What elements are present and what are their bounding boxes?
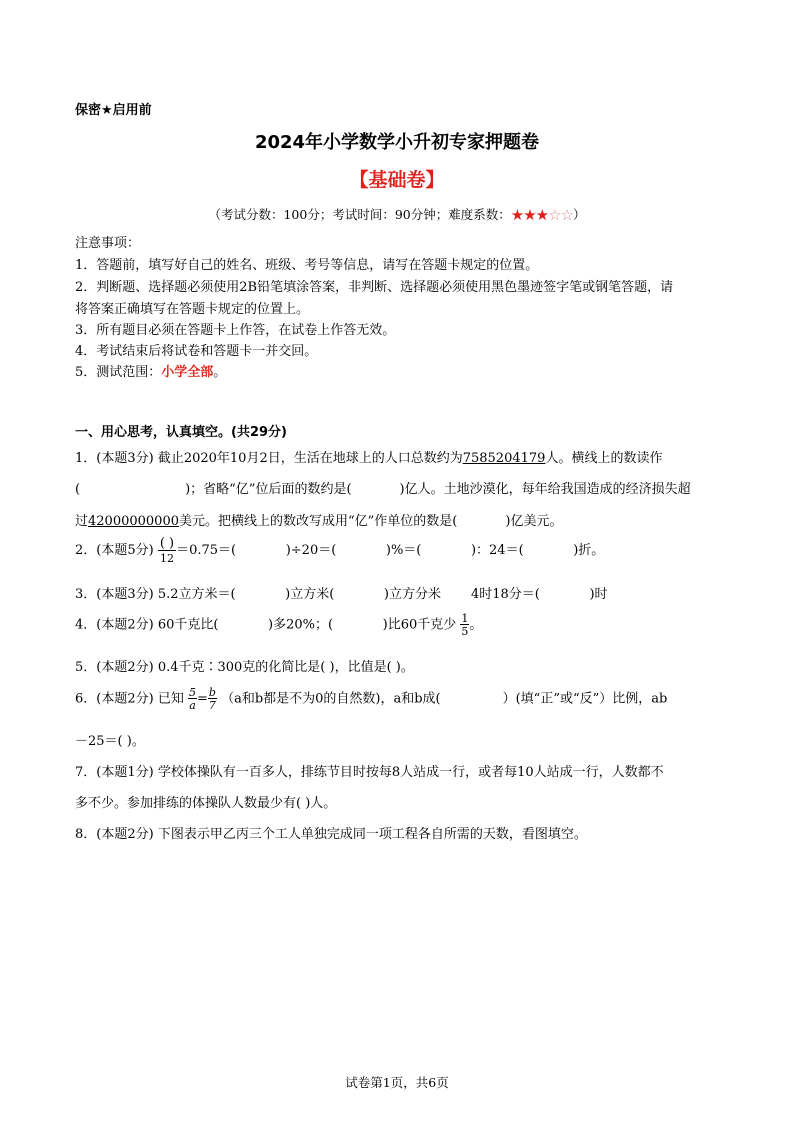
exam-info [0, 205, 794, 224]
q3-text-b: 4时18分＝( )时 [470, 587, 608, 602]
q3-text-a: 3．(本题3分) 5.2立方米＝( )立方米( )立方分米 [75, 587, 441, 602]
q1-text-g: )亿美元。 [505, 514, 563, 529]
notes-heading: 注意事项： [75, 236, 141, 251]
note-item-3: 3．所有题目必须在答题卡上作答，在试卷上作答无效。 [75, 323, 396, 338]
q1-population-number: 7585204179 [462, 451, 546, 466]
scope-value: 小学全部 [161, 365, 214, 380]
q1-text-f: 美元。把横线上的数改写成用“亿”作单位的数是( [179, 514, 458, 529]
page-footer: 试卷第1页，共6页 [345, 1075, 449, 1090]
question-2 [75, 537, 604, 564]
exam-info-prefix: （考试分数：100分；考试时间：90分钟；难度系数： [208, 207, 511, 222]
exam-info-suffix: ） [573, 207, 586, 222]
star-filled-icon: ★ [535, 206, 549, 224]
question-1-line-3 [75, 510, 562, 529]
star-filled-icon: ★ [510, 206, 524, 224]
q2-fraction-numerator[interactable]: ( ) [159, 536, 175, 551]
question-7-line-1: 7．(本题1分) 学校体操队有一百多人，排练节目时按每8人站成一行，或者每10人站成一行，人数都不 [75, 765, 664, 780]
section-1-heading: 一、用心思考，认真填空。(共29分) [75, 425, 287, 440]
q6-text-b: （a和b都是不为0的自然数)，a和b成( ）(填“正”或“反”）比例，ab [221, 691, 668, 707]
scope-end: 。 [213, 365, 227, 380]
q1-text-a: 1．(本题3分) 截止2020年10月2日，生活在地球上的人口总数约为 [75, 451, 463, 466]
exam-subtitle: 【基础卷】 [349, 169, 445, 191]
question-1-line-1 [75, 447, 662, 466]
question-6-line-2: －25＝( )。 [75, 734, 145, 749]
question-8: 8．(本题2分) 下图表示甲乙丙三个工人单独完成同一项工程各自所需的天数，看图填空。 [75, 827, 587, 842]
note-item-2-cont: 将答案正确填写在答题卡规定的位置上。 [75, 302, 310, 317]
q6-fraction-2-denominator: 7 [208, 699, 216, 712]
question-5: 5．(本题2分) 0.4千克∶300克的化简比是( )，比值是( )。 [75, 660, 414, 675]
q1-loss-number: 42000000000 [88, 514, 179, 529]
q4-fraction-numerator: 1 [461, 612, 469, 625]
q6-fraction-2 [208, 687, 217, 711]
question-3 [75, 583, 608, 602]
difficulty-stars [511, 206, 573, 224]
q4-text-b: 。 [469, 617, 483, 633]
star-empty-icon: ☆ [548, 206, 561, 224]
note-item-2: 2．判断题、选择题必须使用2B铅笔填涂答案，非判断、选择题必须使用黑色墨迹签字笔或钢笔答题，请 [75, 280, 674, 295]
q6-fraction-1-denominator: a [189, 699, 196, 712]
q1-text-c: )；省略“亿”位后面的数约是( [185, 482, 352, 497]
q6-fraction-1-numerator: 5 [188, 686, 196, 699]
q6-text-a: 6．(本题2分) 已知 [75, 691, 184, 707]
question-7-line-2: 多不少。参加排练的体操队人数最少有( )人。 [75, 796, 337, 811]
q1-text-b: 人。横线上的数读作 [545, 451, 663, 466]
q4-text-a: 4．(本题2分) 60千克比( )多20%；( )比60千克少 [75, 617, 457, 633]
q2-rest: ＝0.75＝( )÷20＝( )%＝( )：24＝( )折。 [176, 543, 605, 558]
question-1-line-2 [75, 478, 691, 497]
q2-fraction-denominator: 12 [159, 552, 174, 565]
q1-text-d: )亿人。土地沙漠化，每年给我国造成的经济损失超 [399, 482, 691, 497]
question-4 [75, 613, 482, 637]
q2-fraction [158, 537, 176, 564]
q6-fraction-2-numerator: b [208, 686, 216, 699]
scope-label: 5．测试范围： [75, 365, 162, 380]
q4-fraction-denominator: 5 [461, 625, 469, 638]
star-empty-icon: ☆ [560, 206, 573, 224]
q1-text-e: 过 [75, 514, 89, 529]
note-item-5 [75, 361, 226, 380]
confidential-label: 保密★启用前 [75, 103, 152, 118]
q6-fraction-1 [188, 687, 197, 711]
note-item-4: 4．考试结束后将试卷和答题卡一并交回。 [75, 344, 318, 359]
note-item-1: 1．答题前，填写好自己的姓名、班级、考号等信息，请写在答题卡规定的位置。 [75, 258, 539, 273]
q1-blank-open: ( [75, 482, 81, 497]
question-6-line-1 [75, 687, 667, 711]
q6-equals: = [196, 691, 208, 707]
q2-prefix: 2．(本题5分) [75, 543, 154, 558]
exam-title: 2024年小学数学小升初专家押题卷 [254, 132, 540, 153]
star-filled-icon: ★ [523, 206, 536, 224]
